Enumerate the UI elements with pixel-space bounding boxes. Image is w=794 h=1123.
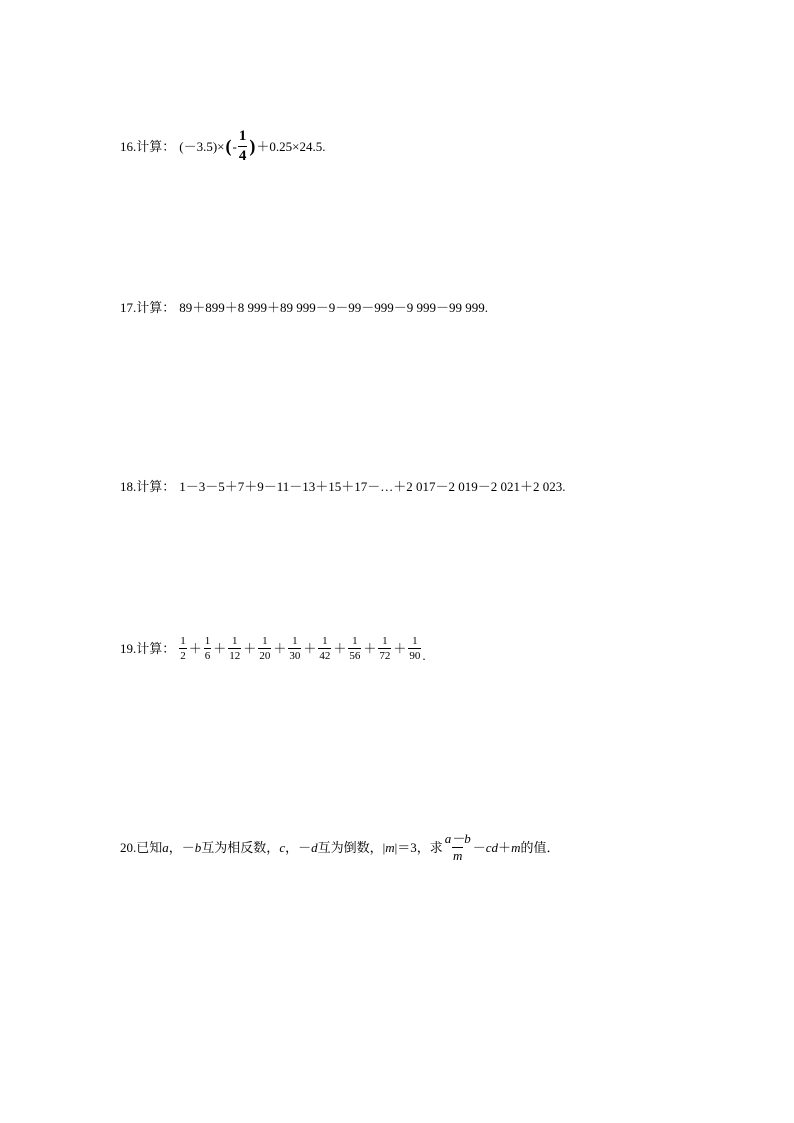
var-c: c: [279, 840, 286, 856]
fraction-term: [179, 635, 187, 662]
fraction-term: [258, 635, 271, 662]
plus-sign: ＋: [243, 641, 257, 657]
problem-19-fraction-sum: [178, 635, 425, 662]
problem-16-label: 16.计算：: [120, 138, 176, 154]
problem-20: [120, 832, 559, 864]
var-m: m: [511, 840, 521, 856]
problem-17: [120, 301, 488, 314]
fraction-denominator: 90: [409, 650, 421, 663]
fraction-denominator: 72: [379, 650, 391, 663]
minus-sign: －: [472, 840, 486, 856]
fraction-numerator: 1: [232, 635, 238, 647]
var-d: d: [311, 840, 318, 856]
problem-16-pre: (－3.5)×: [179, 138, 225, 154]
fraction-denominator: 12: [229, 650, 241, 663]
fraction-numerator: 1: [322, 635, 328, 647]
fraction-term: [204, 635, 212, 662]
fraction-term: [318, 635, 331, 662]
minus-d-sign: －: [298, 840, 312, 856]
fraction-numerator: 1: [352, 635, 358, 647]
plus-sign: ＋: [273, 641, 287, 657]
fraction-numerator: 1: [262, 635, 268, 647]
fraction-a-minus-b-over-m: [444, 832, 472, 864]
fraction-numerator: 1: [412, 635, 418, 647]
fraction-numerator: 1: [180, 635, 186, 647]
var-a: a: [162, 840, 169, 856]
fraction-denominator: m: [453, 848, 463, 864]
problem-16-neg: -: [232, 138, 237, 154]
var-cd: cd: [485, 840, 499, 856]
problem-19: [120, 635, 426, 662]
plus-sign: ＋: [498, 840, 512, 856]
fraction-denominator: 42: [319, 650, 331, 663]
fraction-denominator: 2: [180, 650, 186, 663]
plus-sign: ＋: [393, 641, 407, 657]
var-m-abs: m: [385, 840, 395, 856]
period: .: [422, 648, 426, 664]
fraction-numerator: 1: [382, 635, 388, 647]
text-find-value: 的值．: [520, 840, 560, 856]
comma-2: ，: [285, 840, 299, 856]
problem-16-fraction: [238, 128, 248, 164]
problem-17-label: 17.计算：: [120, 300, 176, 315]
fraction-denominator: 6: [204, 650, 211, 663]
plus-sign: ＋: [303, 641, 317, 657]
fraction-term: [378, 635, 391, 662]
minus-b-sign: －: [181, 840, 195, 856]
comma-1: ，: [168, 840, 182, 856]
text-abs-value: |＝3，求: [394, 840, 443, 856]
problem-17-expression: 89＋899＋8 999＋89 999－9－99－999－9 999－99 999.: [179, 300, 489, 315]
fraction-numerator: a－b: [444, 831, 471, 846]
fraction-denominator: 30: [289, 650, 301, 663]
problem-18-label: 18.计算：: [120, 479, 176, 494]
fraction-denominator: 20: [259, 650, 271, 663]
problem-18-expression: 1－3－5＋7＋9－11－13＋15＋17－…＋2 017－2 019－2 021＋2 023.: [179, 479, 566, 494]
problem-18: [120, 480, 566, 493]
plus-sign: ＋: [213, 641, 227, 657]
text-reciprocal: 互为倒数，|: [317, 840, 386, 856]
problem-16-rparen: ): [249, 136, 256, 156]
fraction-denominator: 56: [349, 650, 361, 663]
problem-20-label: 20.已知: [120, 840, 163, 856]
text-opposite: 互为相反数，: [201, 840, 280, 856]
var-b: b: [194, 840, 202, 856]
fraction-numerator: 1: [238, 128, 247, 144]
problem-16: [120, 128, 325, 164]
fraction-term: [288, 635, 301, 662]
fraction-term: [408, 635, 421, 662]
problem-16-lparen: (: [225, 136, 232, 156]
fraction-denominator: 4: [238, 147, 247, 164]
fraction-term: [228, 635, 241, 662]
plus-sign: ＋: [363, 641, 377, 657]
plus-sign: ＋: [333, 641, 347, 657]
plus-sign: ＋: [188, 641, 202, 657]
problem-19-label: 19.计算：: [120, 641, 176, 657]
fraction-term: [348, 635, 361, 662]
problem-16-post: ＋0.25×24.5.: [256, 138, 326, 154]
fraction-numerator: 1: [292, 635, 298, 647]
fraction-numerator: 1: [204, 635, 211, 647]
